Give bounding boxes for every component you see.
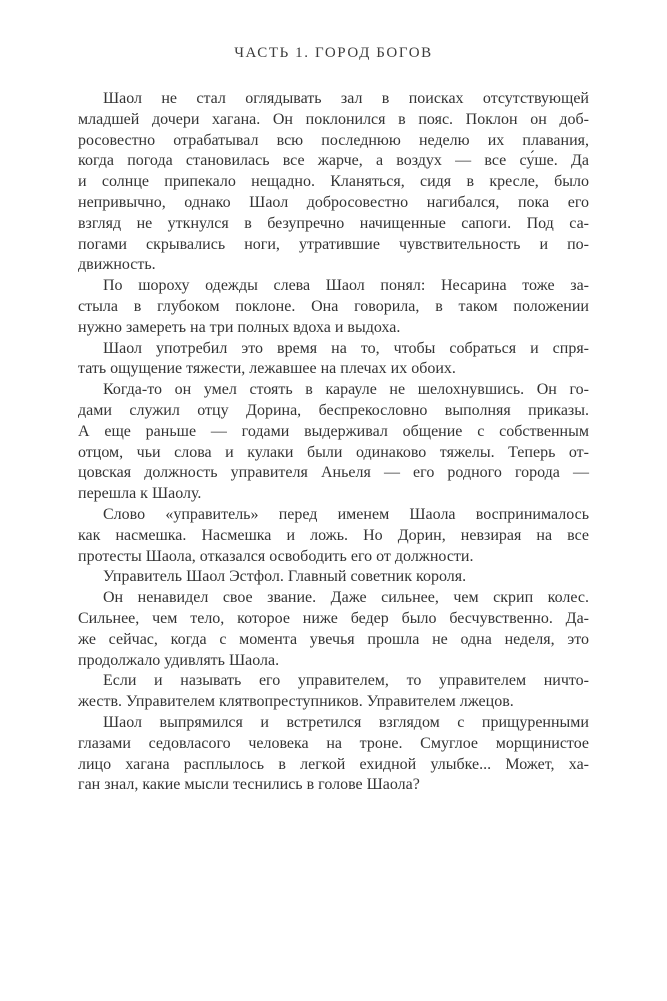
text-line: По шороху одежды слева Шаол понял: Несарина тоже за- xyxy=(103,277,589,295)
text-line: и солнце припекало нещадно. Кланяться, сидя в кресле, было xyxy=(78,173,589,191)
paragraph xyxy=(78,505,589,567)
text-line: Когда-то он умел стоять в карауле не шелохнувшись. Он го- xyxy=(103,381,589,399)
text-line: непривычно, однако Шаол добросовестно нагибался, пока его xyxy=(78,193,589,211)
text-line: когда погода становилась все жарче, а воздух — все су́ше. Да xyxy=(78,152,589,170)
paragraph xyxy=(78,276,589,338)
text-line: нужно замереть на три полных вдоха и выдоха. xyxy=(78,318,401,336)
text-line: Сильнее, чем тело, которое ниже бедер было бесчувственно. Да- xyxy=(78,609,589,627)
text-line: отцом, чьи слова и кулаки были одинаково тяжелы. Теперь от- xyxy=(78,443,589,461)
text-line: ган знал, какие мысли теснились в голове Шаола? xyxy=(78,776,420,794)
paragraph xyxy=(78,713,589,796)
text-line: перешла к Шаолу. xyxy=(78,485,202,503)
text-line: Слово «управитель» перед именем Шаола воспринималось xyxy=(103,505,589,523)
text-line: росовестно отрабатывал всю последнюю неделю их плавания, xyxy=(78,131,589,149)
text-line: глазами седовласого человека на троне. Смуглое морщинистое xyxy=(78,734,589,752)
text-line: погами скрывались ноги, утратившие чувствительность и по- xyxy=(78,235,589,253)
text-line: продолжало удивлять Шаола. xyxy=(78,651,280,669)
text-line: младшей дочери хагана. Он поклонился в пояс. Поклон он доб- xyxy=(78,110,589,128)
paragraph xyxy=(78,380,589,505)
chapter-heading: ЧАСТЬ 1. ГОРОД БОГОВ xyxy=(234,45,433,61)
paragraph xyxy=(78,671,589,713)
paragraph xyxy=(78,588,589,671)
text-line: А еще раньше — годами выдерживал общение с собственным xyxy=(78,422,589,440)
text-line: жеств. Управителем клятвопреступников. Управителем лжецов. xyxy=(78,693,514,711)
text-line: протесты Шаола, отказался освободить его от должности. xyxy=(78,547,474,565)
page-text xyxy=(78,89,589,796)
text-line: как насмешка. Насмешка и ложь. Но Дорин, невзирая на все xyxy=(78,526,589,544)
paragraph xyxy=(78,89,589,276)
text-line: лицо хагана расплылось в легкой ехидной улыбке... Может, ха- xyxy=(78,755,589,773)
text-line: дами служил отцу Дорина, беспрекословно выполняя приказы. xyxy=(78,401,589,419)
text-line: Он ненавидел свое звание. Даже сильнее, чем скрип колес. xyxy=(103,589,589,607)
paragraph xyxy=(78,567,589,588)
text-line: Шаол не стал оглядывать зал в поисках отсутствующей xyxy=(103,90,589,107)
text-line: взгляд не уткнулся в безупречно начищенные сапоги. Под са- xyxy=(78,214,589,232)
text-line: Управитель Шаол Эстфол. Главный советник короля. xyxy=(103,568,467,586)
text-line: Если и называть его управителем, то управителем ничто- xyxy=(103,672,589,690)
text-line: Шаол употребил это время на то, чтобы собраться и спря- xyxy=(103,339,589,357)
text-line: же сейчас, когда с момента увечья прошла не одна неделя, это xyxy=(78,630,589,648)
text-line: тать ощущение тяжести, лежавшее на плечах их обоих. xyxy=(78,360,456,378)
text-line: Шаол выпрямился и встретился взглядом с прищуренными xyxy=(103,713,589,731)
text-line: стыла в глубоком поклоне. Она говорила, в таком положении xyxy=(78,297,589,315)
paragraph xyxy=(78,339,589,381)
text-line: цовская должность управителя Аньеля — его родного города — xyxy=(78,464,589,482)
text-line: движность. xyxy=(78,256,156,274)
